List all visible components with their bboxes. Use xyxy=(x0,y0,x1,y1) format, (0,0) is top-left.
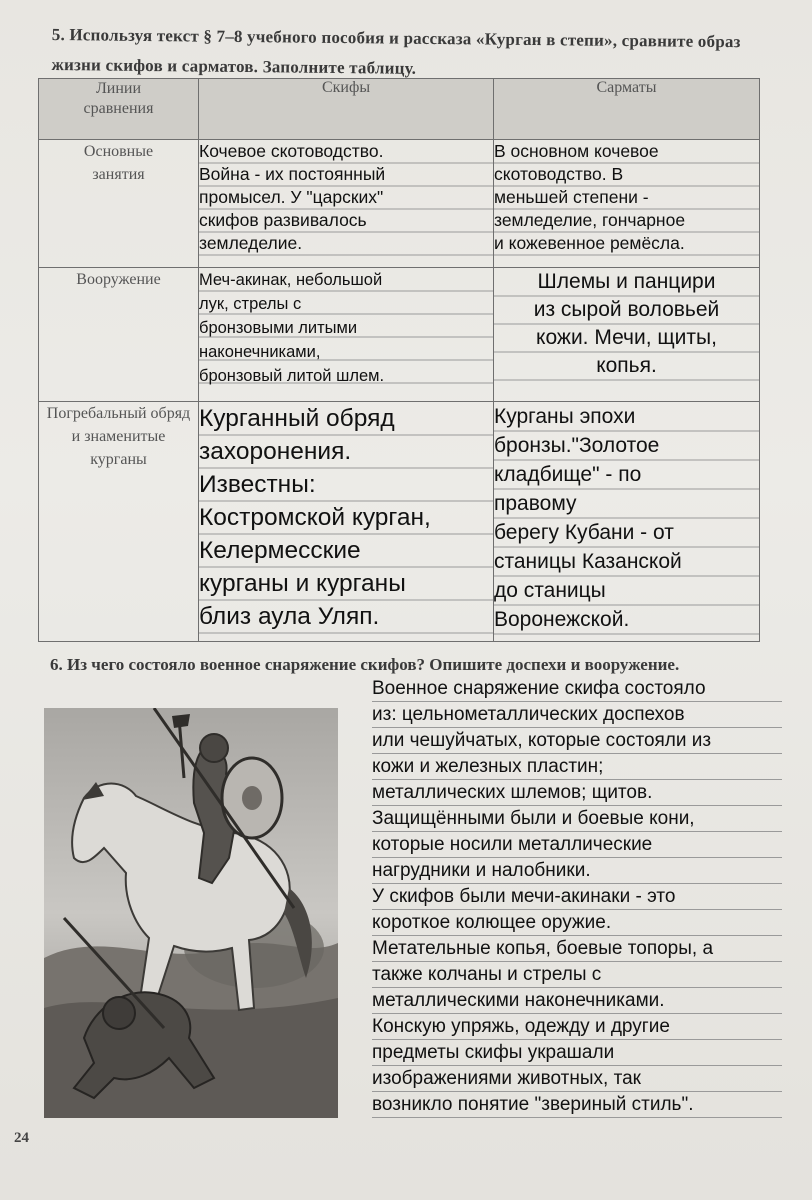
task-6-question: 6. Из чего состояло военное снаряжение скифов? Опишите доспехи и вооружение. xyxy=(50,655,680,674)
cell-sarmatians-burial: Курганы эпохи бронзы."Золотое кладбище" - по правому берегу Кубани - от станицы Казанской до станицы Воронежской. xyxy=(494,402,760,642)
table-row xyxy=(39,140,760,268)
task-5-instruction: 5. Используя текст § 7–8 учебного пособия и рассказа «Курган в степи», сравните образ жизни скифов и сарматов. Заполните таблицу. xyxy=(51,24,741,78)
page-number: 24 xyxy=(14,1130,29,1146)
row-label-occupations: Основные занятия xyxy=(39,140,199,268)
cell-scythians-weapons: Меч-акинак, небольшой лук, стрелы с бронзовыми литыми наконечниками, бронзовый литой шлем. xyxy=(199,268,494,402)
header-comparison-lines: Линии сравнения xyxy=(39,79,199,140)
header-scythians: Скифы xyxy=(199,79,494,140)
cell-sarmatians-occupations: В основном кочевое скотоводство. В меньшей степени - земледелие, гончарное и кожевенное ремёсла. xyxy=(494,140,760,268)
cell-sarmatians-weapons: Шлемы и панцири из сырой воловьей кожи. Мечи, щиты, копья. xyxy=(494,268,760,402)
task-6-answer: Военное снаряжение скифа состояло из: цельнометаллических доспехов или чешуйчатых, которые состояли из кожи и железных пластин; металлических шлемов; щитов. Защищёнными были и боевые кони, которые носили металлические нагрудники и налобники. У скифов были мечи-акинаки - это короткое колющее оружие. Метательные копья, боевые топоры, а также колчаны и стрелы с металлическими наконечниками. Конскую упряжь, одежду и другие предметы скифы украшали изображениями животных, так возникло понятие "звериный стиль". xyxy=(372,676,782,1118)
row-label-weapons: Вооружение xyxy=(39,268,199,402)
comparison-table xyxy=(38,78,760,642)
cell-scythians-burial: Курганный обряд захоронения. Известны: Костромской курган, Келермесские курганы и курганы близ аула Уляп. xyxy=(199,402,494,642)
cell-scythians-occupations: Кочевое скотоводство. Война - их постоянный промысел. У "царских" скифов развивалось земледелие. xyxy=(199,140,494,268)
table-row xyxy=(39,268,760,402)
row-label-burial: Погребальный обряд и знаменитые курганы xyxy=(39,402,199,642)
table-header-row xyxy=(39,79,760,140)
header-sarmatians: Сарматы xyxy=(494,79,760,140)
scythian-warrior-illustration xyxy=(44,708,338,1118)
table-row xyxy=(39,402,760,642)
